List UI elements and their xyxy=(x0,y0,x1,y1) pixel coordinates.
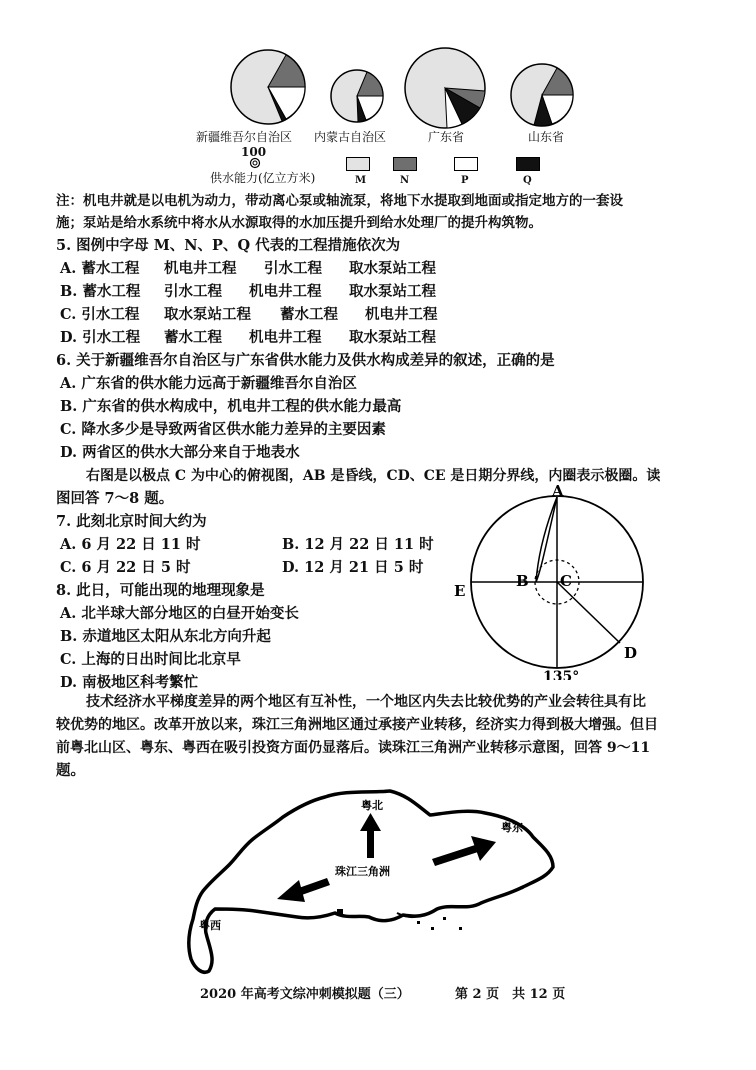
legend-label-q: Q xyxy=(523,175,532,186)
intro-9-11-line-1: 技术经济水平梯度差异的两个地区有互补性，一个地区内失去比较优势的产业会转往具有比 xyxy=(86,694,646,710)
intro-7-8-line-2: 图回答 7～8 题。 xyxy=(56,490,174,507)
q5-b-4: 取水泵站工程 xyxy=(349,283,436,300)
q7-option-c: C. 6 月 22 日 5 时 xyxy=(60,559,191,576)
map-label-north: 粤北 xyxy=(361,799,383,812)
q7-option-a: A. 6 月 22 日 11 时 xyxy=(60,536,201,553)
legend-label-n: N xyxy=(400,175,410,186)
polar-label-135: 135° xyxy=(543,669,580,680)
pie-label-neimenggu: 内蒙古自治区 xyxy=(314,130,387,144)
polar-label-d: D xyxy=(624,644,638,662)
map-label-west: 粤西 xyxy=(199,919,221,932)
q5-d-3: 机电井工程 xyxy=(249,329,322,346)
polar-diagram xyxy=(440,485,670,680)
note-line-1: 注：机电井就是以电机为动力，带动离心泵或轴流泵，将地下水提取到地面或指定地方的一套设 xyxy=(56,193,623,209)
q5-d-1: D. 引水工程 xyxy=(60,329,141,346)
pie-label-xinjiang: 新疆维吾尔自治区 xyxy=(196,130,293,144)
legend-label-p: P xyxy=(461,175,469,186)
legend-scale-label: 供水能力(亿立方米) xyxy=(210,171,316,185)
q8-option-a: A. 北半球大部分地区的白昼开始变长 xyxy=(60,605,299,622)
q8-option-b: B. 赤道地区太阳从东北方向升起 xyxy=(60,628,271,645)
q6-stem: 6. 关于新疆维吾尔自治区与广东省供水能力及供水构成差异的叙述，正确的是 xyxy=(56,352,555,369)
note-line-2: 施；泵站是给水系统中将水从水源取得的水加压提升到给水处理厂的提升构筑物。 xyxy=(56,215,542,231)
q5-a-2: 机电井工程 xyxy=(164,260,237,277)
q5-option-b xyxy=(60,282,436,302)
q5-d-2: 蓄水工程 xyxy=(164,329,222,346)
footer-page-number: 第 2 页 共 12 页 xyxy=(455,987,566,1002)
polar-label-e: E xyxy=(454,582,466,600)
map-label-east: 粤东 xyxy=(501,821,523,834)
intro-9-11-line-4: 题。 xyxy=(56,762,85,779)
pie-neimenggu xyxy=(331,70,383,122)
pie-guangdong xyxy=(405,48,485,128)
q5-c-3: 蓄水工程 xyxy=(280,306,338,323)
intro-9-11-line-3: 前粤北山区、粤东、粤西在吸引投资方面仍显落后。读珠江三角洲产业转移示意图，回答 9～11 xyxy=(56,740,651,756)
polar-label-b: B xyxy=(516,572,529,590)
q8-option-c: C. 上海的日出时间比北京早 xyxy=(60,651,241,668)
q7-stem: 7. 此刻北京时间大约为 xyxy=(56,513,207,530)
q7-option-d: D. 12 月 21 日 5 时 xyxy=(282,559,424,576)
q5-c-1: C. 引水工程 xyxy=(60,306,140,323)
legend-swatch-n xyxy=(393,157,417,171)
q5-a-1: A. 蓄水工程 xyxy=(60,260,140,277)
q5-d-4: 取水泵站工程 xyxy=(349,329,436,346)
q8-option-d: D. 南极地区科考繁忙 xyxy=(60,674,199,691)
pie-chart-figure xyxy=(0,0,756,200)
q5-a-3: 引水工程 xyxy=(264,260,322,277)
legend-swatch-q xyxy=(516,157,540,171)
legend-scale-value: 100 xyxy=(241,145,267,159)
q5-a-4: 取水泵站工程 xyxy=(349,260,436,277)
intro-7-8-line-1: 右图是以极点 C 为中心的俯视图，AB 是昏线，CD、CE 是日期分界线，内圈表示极圈。读 xyxy=(86,468,661,484)
map-label-center: 珠江三角洲 xyxy=(335,865,390,878)
q6-option-a: A. 广东省的供水能力远高于新疆维吾尔自治区 xyxy=(60,375,357,392)
q5-option-a xyxy=(60,259,436,279)
q5-stem: 5. 图例中字母 M、N、P、Q 代表的工程措施依次为 xyxy=(56,237,401,254)
pie-label-shandong: 山东省 xyxy=(528,130,565,144)
pie-shandong xyxy=(511,64,573,126)
q5-c-2: 取水泵站工程 xyxy=(164,306,251,323)
q5-b-3: 机电井工程 xyxy=(249,283,322,300)
q5-b-2: 引水工程 xyxy=(164,283,222,300)
q5-c-4: 机电井工程 xyxy=(365,306,438,323)
q8-stem: 8. 此日，可能出现的地理现象是 xyxy=(56,582,265,599)
legend-swatch-m xyxy=(346,157,370,171)
pearl-river-delta-map xyxy=(185,785,585,980)
q5-option-d xyxy=(60,328,436,348)
q6-option-c: C. 降水多少是导致两省区供水能力差异的主要因素 xyxy=(60,421,386,438)
polar-label-a: A xyxy=(552,485,564,500)
footer-exam-title: 2020 年高考文综冲刺模拟题（三） xyxy=(200,987,410,1002)
intro-9-11-line-2: 较优势的地区。改革开放以来，珠江三角洲地区通过承接产业转移，经济实力得到极大增强。但目 xyxy=(56,717,658,733)
legend-swatch-p xyxy=(454,157,478,171)
pie-xinjiang xyxy=(231,50,305,124)
q5-option-c xyxy=(60,305,438,325)
q5-b-1: B. 蓄水工程 xyxy=(60,283,141,300)
q6-option-d: D. 两省区的供水大部分来自于地表水 xyxy=(60,444,300,461)
q7-option-b: B. 12 月 22 日 11 时 xyxy=(282,536,434,553)
legend-label-m: M xyxy=(355,175,367,186)
polar-label-c: C xyxy=(560,572,572,590)
q6-option-b: B. 广东省的供水构成中，机电井工程的供水能力最高 xyxy=(60,398,402,415)
pie-label-guangdong: 广东省 xyxy=(428,130,465,144)
